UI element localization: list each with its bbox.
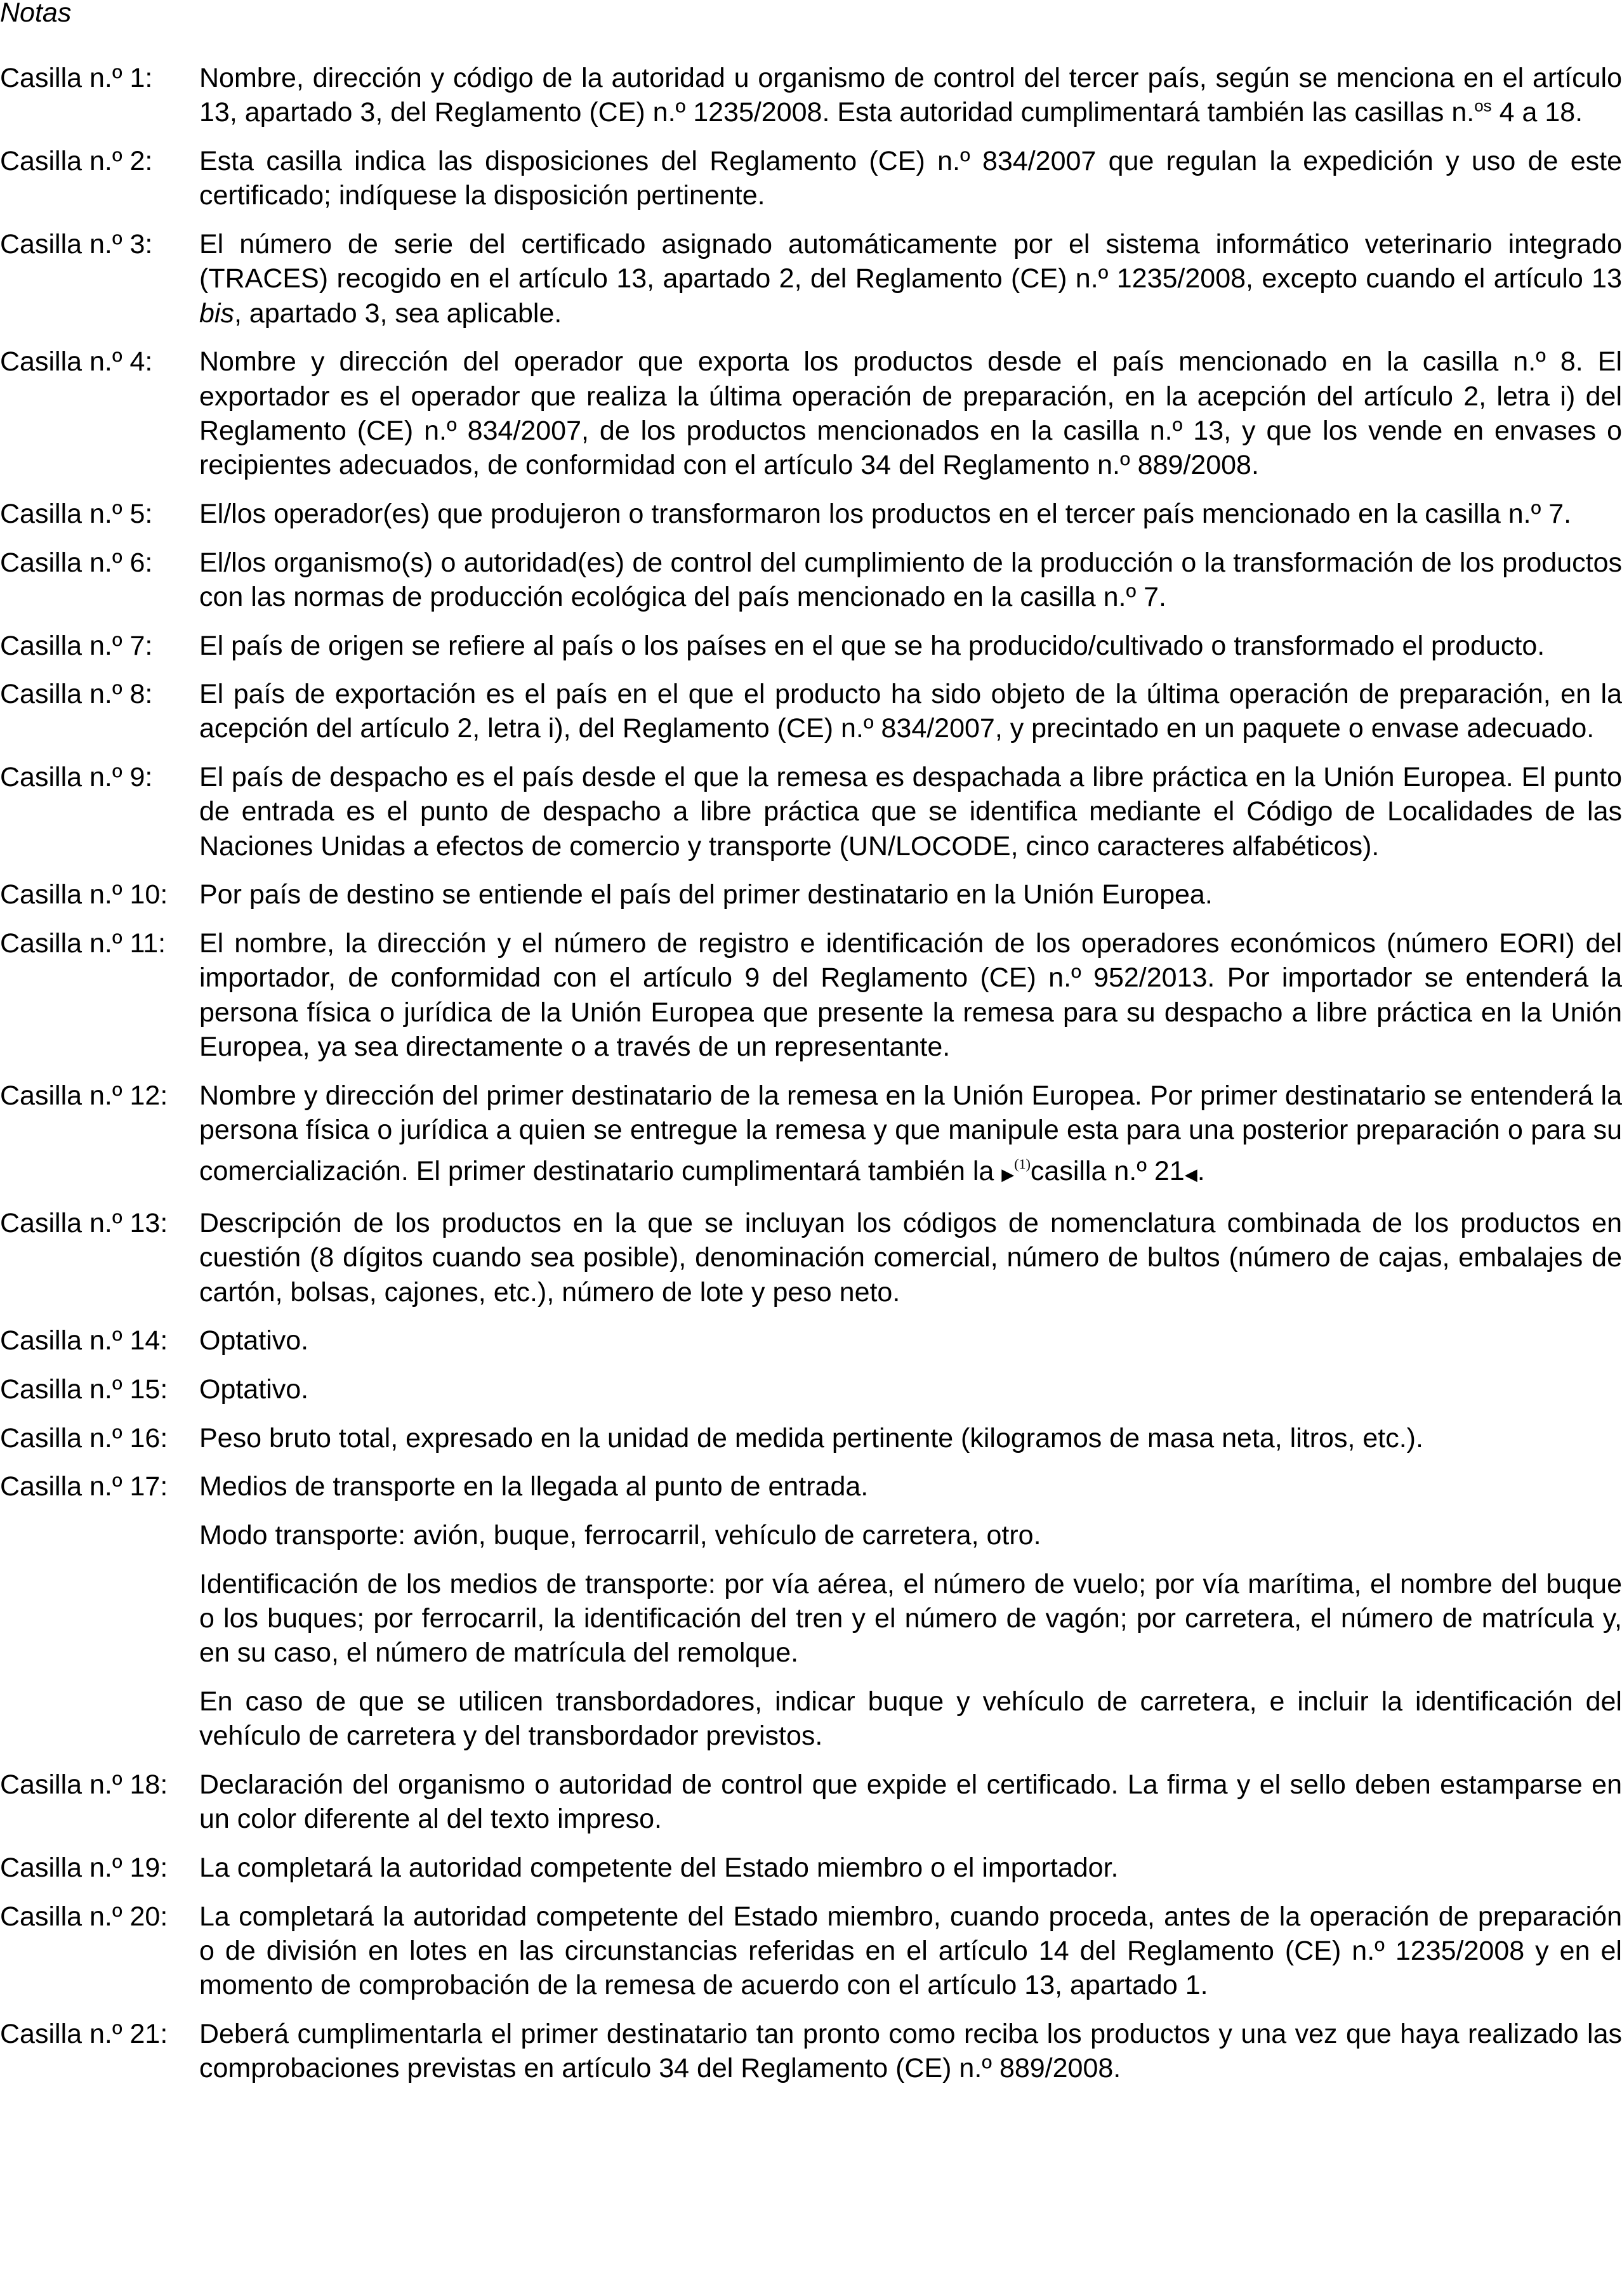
note-text: . [1197, 1156, 1205, 1187]
note-paragraph: El país de origen se refiere al país o los países en el que se ha producido/cultivado o transformado el producto. [199, 630, 1545, 661]
note-body [199, 1851, 1622, 1885]
note-body [199, 2017, 1622, 2086]
note-paragraph: El nombre, la dirección y el número de registro e identificación de los operadores económicos (número EORI) del importador, de conformidad con el artículo 9 del Reglamento (CE) n.º 952/2013. Por importador se entenderá la persona física o jurídica de la Unión Europea que presente la remesa para su despacho a libre práctica en la Unión Europea, ya sea directamente o a través de un representante. [199, 928, 1622, 1063]
note-row [0, 1421, 1622, 1455]
note-label: Casilla n.º 11: [0, 928, 166, 959]
note-row [0, 1768, 1622, 1837]
note-paragraph: Peso bruto total, expresado en la unidad de medida pertinente (kilogramos de masa neta, litros, etc.). [199, 1422, 1423, 1453]
note-label: Casilla n.º 6: [0, 547, 153, 578]
note-paragraph: Optativo. [199, 1374, 309, 1405]
footnote-reference: (1) [1014, 1156, 1031, 1172]
italic-text: bis [199, 298, 234, 329]
note-row [0, 1079, 1622, 1192]
note-text: 4 a 18. [1491, 97, 1583, 128]
note-label: Casilla n.º 21: [0, 2018, 168, 2049]
note-label: Casilla n.º 18: [0, 1769, 168, 1800]
note-row [0, 677, 1622, 746]
note-body [199, 497, 1622, 531]
note-paragraph: El país de exportación es el país en el que el producto ha sido objeto de la última operación de preparación, en la acepción del artículo 2, letra i), del Reglamento (CE) n.º 834/2007, y precintado en un paquete o envase adecuado. [199, 679, 1622, 744]
note-label: Casilla n.º 15: [0, 1374, 168, 1405]
note-label: Casilla n.º 12: [0, 1080, 168, 1111]
note-paragraph: La completará la autoridad competente del Estado miembro, cuando proceda, antes de la operación de preparación o de división en lotes en las circunstancias referidas en el artículo 14 del Reglamento (CE) n.º 1235/2008 y en el momento de comprobación de la remesa de acuerdo con el artículo 13, apartado 1. [199, 1901, 1622, 2001]
note-paragraph: Deberá cumplimentarla el primer destinatario tan pronto como reciba los productos y una vez que haya realizado las comprobaciones previstas en artículo 34 del Reglamento (CE) n.º 889/2008. [199, 2018, 1622, 2084]
note-paragraph [199, 61, 1622, 130]
note-row [0, 926, 1622, 1064]
note-paragraph [199, 227, 1622, 331]
note-body [199, 926, 1622, 1064]
note-paragraph: El/los organismo(s) o autoridad(es) de control del cumplimiento de la producción o la transformación de los productos con las normas de producción ecológica del país mencionado en la casilla n.º 7. [199, 547, 1622, 612]
note-label: Casilla n.º 4: [0, 346, 153, 377]
note-text: Nombre y dirección del primer destinatario de la remesa en la Unión Europea. Por primer destinatario se entenderá la persona física o jurídica a quien se entregue la remesa y que manipule esta para una posterior preparación o para su comercialización. El primer destinatario cumplimentará también la [199, 1080, 1622, 1187]
note-label: Casilla n.º 9: [0, 762, 153, 793]
note-body [199, 1899, 1622, 2003]
note-label: Casilla n.º 5: [0, 498, 153, 529]
note-body [199, 1079, 1622, 1192]
note-paragraph: En caso de que se utilicen transbordadores, indicar buque y vehículo de carretera, e incluir la identificación del vehículo de carretera y del transbordador previstos. [199, 1686, 1622, 1752]
note-paragraph: Optativo. [199, 1325, 309, 1356]
note-row [0, 61, 1622, 130]
note-body [199, 629, 1622, 663]
note-row [0, 877, 1622, 912]
note-label: Casilla n.º 2: [0, 145, 153, 176]
note-body [199, 1469, 1622, 1753]
note-paragraph: Declaración del organismo o autoridad de control que expide el certificado. La firma y el sello deben estamparse en un color diferente al del texto impreso. [199, 1769, 1622, 1835]
note-row [0, 1323, 1622, 1358]
note-paragraph: Medios de transporte en la llegada al punto de entrada. [199, 1471, 869, 1502]
note-row [0, 344, 1622, 482]
note-paragraph: Modo transporte: avión, buque, ferrocarril, vehículo de carretera, otro. [199, 1520, 1041, 1551]
note-row [0, 1899, 1622, 2003]
note-row [0, 1372, 1622, 1407]
note-paragraph: Descripción de los productos en la que se incluyan los códigos de nomenclatura combinada de los productos en cuestión (8 dígitos cuando sea posible), denominación comercial, número de bultos (número de cajas, embalajes de cartón, bolsas, cajones, etc.), número de lote y peso neto. [199, 1208, 1622, 1308]
notes-list [0, 61, 1622, 2086]
note-label: Casilla n.º 3: [0, 228, 153, 259]
note-body [199, 144, 1622, 213]
amendment-end-icon: ◀ [1184, 1165, 1197, 1184]
note-paragraph: El/los operador(es) que produjeron o transformaron los productos en el tercer país mencionado en la casilla n.º 7. [199, 498, 1572, 529]
note-body [199, 1206, 1622, 1309]
note-text: , apartado 3, sea aplicable. [234, 298, 562, 329]
note-text: casilla n.º 21 [1030, 1156, 1185, 1187]
note-label: Casilla n.º 8: [0, 679, 153, 710]
note-body [199, 1372, 1622, 1407]
note-label: Casilla n.º 19: [0, 1852, 168, 1883]
note-label: Casilla n.º 20: [0, 1901, 168, 1932]
note-row [0, 497, 1622, 531]
note-row [0, 760, 1622, 863]
amendment-start-icon: ▶ [1001, 1165, 1015, 1184]
note-row [0, 1206, 1622, 1309]
note-paragraph: El país de despacho es el país desde el que la remesa es despachada a libre práctica en la Unión Europea. El punto de entrada es el punto de despacho a libre práctica que se identifica mediante el Código de Localidades de las Naciones Unidas a efectos de comercio y transporte (UN/LOCODE, cinco caracteres alfabéticos). [199, 762, 1622, 862]
note-label: Casilla n.º 10: [0, 879, 168, 910]
note-row [0, 1469, 1622, 1753]
note-label: Casilla n.º 17: [0, 1471, 168, 1502]
note-body [199, 1768, 1622, 1837]
note-row [0, 1851, 1622, 1885]
note-row [0, 144, 1622, 213]
note-label: Casilla n.º 1: [0, 63, 153, 93]
note-label: Casilla n.º 16: [0, 1422, 168, 1453]
note-paragraph: Identificación de los medios de transporte: por vía aérea, el número de vuelo; por vía marítima, el nombre del buque o los buques; por ferrocarril, la identificación del tren y el número de vagón; por carretera, el número de matrícula y, en su caso, el número de matrícula del remolque. [199, 1568, 1622, 1669]
note-paragraph: La completará la autoridad competente del Estado miembro o el importador. [199, 1852, 1119, 1883]
note-row [0, 227, 1622, 331]
note-body [199, 344, 1622, 482]
note-body [199, 546, 1622, 615]
note-body [199, 1323, 1622, 1358]
note-body [199, 677, 1622, 746]
note-paragraph: Esta casilla indica las disposiciones del Reglamento (CE) n.º 834/2007 que regulan la expedición y uso de este certificado; indíquese la disposición pertinente. [199, 145, 1622, 211]
note-label: Casilla n.º 13: [0, 1208, 168, 1238]
superscript: os [1474, 96, 1492, 115]
note-text: El número de serie del certificado asignado automáticamente por el sistema informático veterinario integrado (TRACES) recogido en el artículo 13, apartado 2, del Reglamento (CE) n.º 1235/2008, excepto cuando el artículo 13 [199, 228, 1622, 294]
note-paragraph [199, 1079, 1622, 1192]
note-body [199, 227, 1622, 331]
note-paragraph: Nombre y dirección del operador que exporta los productos desde el país mencionado en la casilla n.º 8. El exportador es el operador que realiza la última operación de preparación, en la acepción del artículo 2, letra i) del Reglamento (CE) n.º 834/2007, de los productos mencionados en la casilla n.º 13, y que los vende en envases o recipientes adecuados, de conformidad con el artículo 34 del Reglamento n.º 889/2008. [199, 346, 1622, 481]
note-paragraph: Por país de destino se entiende el país del primer destinatario en la Unión Europea. [199, 879, 1213, 910]
note-label: Casilla n.º 14: [0, 1325, 168, 1356]
note-body [199, 61, 1622, 130]
note-row [0, 629, 1622, 663]
notes-heading: Notas [0, 0, 72, 28]
note-body [199, 1421, 1622, 1455]
note-row [0, 2017, 1622, 2086]
note-text: Nombre, dirección y código de la autoridad u organismo de control del tercer país, según se menciona en el artículo 13, apartado 3, del Reglamento (CE) n.º 1235/2008. Esta autoridad cumplimentará también las casillas n. [199, 63, 1622, 128]
note-body [199, 760, 1622, 863]
note-label: Casilla n.º 7: [0, 630, 153, 661]
note-row [0, 546, 1622, 615]
note-body [199, 877, 1622, 912]
